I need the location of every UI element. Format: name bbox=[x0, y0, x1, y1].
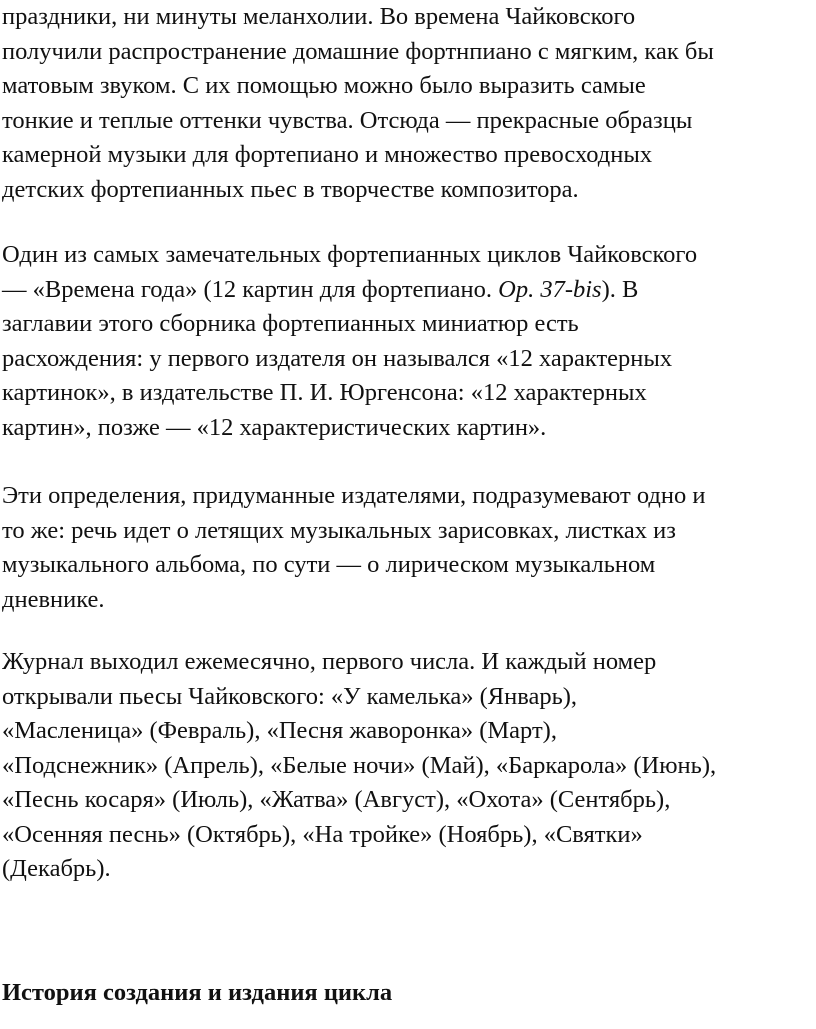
section-heading: История создания и издания цикла bbox=[2, 979, 393, 1006]
text-line: тонкие и теплые оттенки чувства. Отсюда — прекрасные образцы bbox=[2, 106, 693, 134]
text-line: «Масленица» (Февраль), «Песня жаворонка» (Март), bbox=[2, 717, 557, 744]
text-segment: — «Времена года» (12 картин для фортепиано. bbox=[2, 275, 499, 303]
text-line bbox=[2, 273, 814, 308]
text-line: «Подснежник» (Апрель), «Белые ночи» (Май), «Баркарола» (Июнь), bbox=[2, 751, 717, 779]
text-line: матовым звуком. С их помощью можно было выразить самые bbox=[2, 72, 646, 99]
paragraph-3 bbox=[2, 479, 814, 617]
text-line: получили распространение домашние фортнпиано с мягким, как бы bbox=[2, 37, 714, 65]
text-line: праздники, ни минуты меланхолии. Во времена Чайковского bbox=[2, 3, 636, 30]
text-line: «Осенняя песнь» (Октябрь), «На тройке» (Ноябрь), «Святки» bbox=[2, 820, 643, 848]
text-line: то же: речь идет о летящих музыкальных зарисовках, листках из bbox=[2, 516, 676, 544]
text-line: музыкального альбома, по сути — о лирическом музыкальном bbox=[2, 551, 656, 578]
text-line: Один из самых замечательных фортепианных циклов Чайковского bbox=[2, 241, 698, 268]
text-line: Журнал выходил ежемесячно, первого числа. И каждый номер bbox=[2, 648, 657, 675]
text-line: детских фортепианных пьес в творчестве композитора. bbox=[2, 175, 579, 203]
text-line: картинок», в издательстве П. И. Юргенсона: «12 характерных bbox=[2, 379, 647, 406]
paragraph-4 bbox=[2, 645, 814, 887]
text-line: (Декабрь). bbox=[2, 855, 111, 882]
paragraph-1 bbox=[2, 0, 814, 207]
text-segment: ). В bbox=[601, 275, 639, 303]
text-line: Эти определения, придуманные издателями, подразумевают одно и bbox=[2, 482, 706, 509]
opus-number: Op. 37-bis bbox=[498, 275, 602, 303]
paragraph-2 bbox=[2, 238, 814, 445]
text-line: дневнике. bbox=[2, 585, 105, 613]
text-line: «Песнь косаря» (Июль), «Жатва» (Август), «Охота» (Сентябрь), bbox=[2, 786, 671, 813]
text-line: заглавии этого сборника фортепианных миниатюр есть bbox=[2, 310, 579, 337]
text-line: расхождения: у первого издателя он назывался «12 характерных bbox=[2, 344, 673, 372]
text-line: картин», позже — «12 характеристических картин». bbox=[2, 413, 547, 441]
text-line: камерной музыки для фортепиано и множество превосходных bbox=[2, 141, 653, 168]
text-line: открывали пьесы Чайковского: «У камелька» (Январь), bbox=[2, 682, 578, 710]
